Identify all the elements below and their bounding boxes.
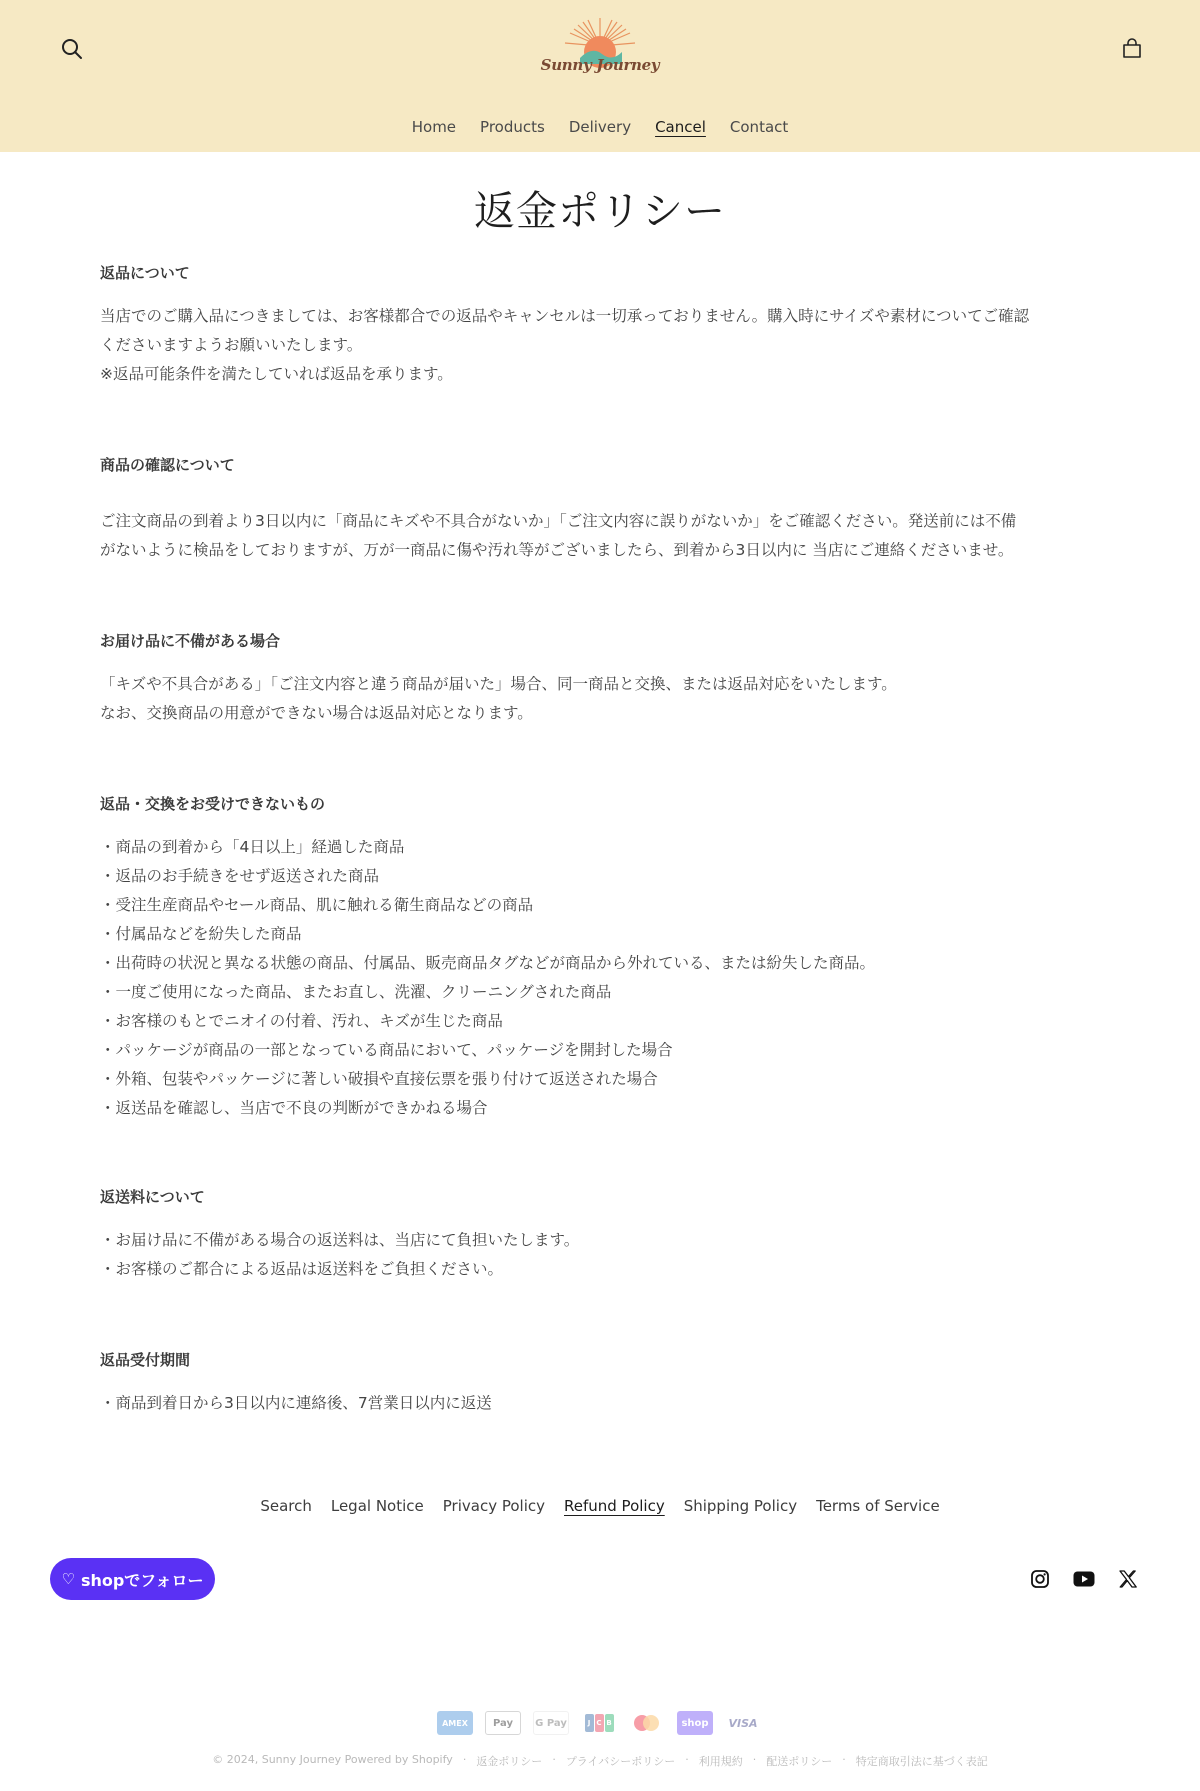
body-line: 当店でのご購入品につきましては、お客様都合での返品やキャンセルは一切承っておりません。購入時にサイズや素材についてご確認 [100, 307, 1030, 325]
list-item: ・返送品を確認し、当店で不良の判断ができかねる場合 [100, 1099, 488, 1117]
section-heading: お届け品に不備がある場合 [100, 632, 281, 650]
section-heading: 返品・交換をお受けできないもの [100, 795, 326, 813]
section-body [100, 1226, 1100, 1284]
list-item: ・パッケージが商品の一部となっている商品において、パッケージを開封した場合 [100, 1041, 673, 1059]
cart-icon[interactable] [1112, 29, 1152, 69]
separator: · [752, 1753, 757, 1766]
section-heading: 商品の確認について [100, 456, 235, 474]
list-item: ・お客様のご都合による返品は返送料をご負担ください。 [100, 1260, 504, 1278]
list-item: ・出荷時の状況と異なる状態の商品、付属品、販売商品タグなどが商品から外れている、または紛失した商品。 [100, 954, 876, 972]
site-logo[interactable] [540, 16, 660, 86]
copyright-text: © 2024, Sunny Journey Powered by Shopify [212, 1753, 453, 1766]
jcb-payment-icon: J C B [581, 1711, 617, 1735]
footer-copyright [0, 1753, 1200, 1769]
policy-link-privacy[interactable]: プライバシーポリシー [565, 1755, 676, 1768]
instagram-icon[interactable] [1025, 1564, 1055, 1594]
footer-link-search[interactable]: Search [260, 1497, 312, 1515]
section-body [100, 833, 1100, 1123]
body-line: がないように検品をしておりますが、万が一商品に傷や汚れ等がございましたら、到着から3日以内に 当店にご連絡くださいませ。 [100, 541, 1014, 559]
separator: · [685, 1753, 689, 1766]
nav-contact[interactable]: Contact [729, 118, 789, 136]
nav-home[interactable]: Home [411, 118, 457, 136]
main-nav [0, 118, 1200, 136]
policy-link-shipping[interactable]: 配送ポリシー [766, 1755, 833, 1768]
footer-link-legal-notice[interactable]: Legal Notice [330, 1497, 424, 1515]
policy-link-terms[interactable]: 利用規約 [698, 1755, 743, 1768]
shop-pay-payment-icon: shop [677, 1711, 713, 1735]
body-line: くださいますようお願いいたします。 [100, 336, 363, 354]
footer-link-shipping-policy[interactable]: Shipping Policy [683, 1497, 798, 1515]
list-item: ・外箱、包装やパッケージに著しい破損や直接伝票を張り付けて返送された場合 [100, 1070, 658, 1088]
logo-text: Sunny Journey [540, 56, 660, 74]
shop-follow-button[interactable] [50, 1558, 215, 1600]
nav-cancel[interactable]: Cancel [655, 118, 706, 136]
separator: · [552, 1753, 556, 1766]
nav-products[interactable]: Products [480, 118, 545, 136]
list-item: ・一度ご使用になった商品、またお直し、洗濯、クリーニングされた商品 [100, 983, 612, 1001]
footer-link-terms-of-service[interactable]: Terms of Service [816, 1497, 940, 1515]
list-item: ・商品到着日から3日以内に連絡後、7営業日以内に返送 [100, 1394, 492, 1412]
nav-delivery[interactable]: Delivery [568, 118, 632, 136]
amex-payment-icon: AMEX [437, 1711, 473, 1735]
apple-pay-payment-icon: Pay [485, 1711, 521, 1735]
heart-icon: ♡ [61, 1569, 75, 1588]
section-body [100, 507, 1100, 565]
footer-link-privacy-policy[interactable]: Privacy Policy [442, 1497, 545, 1515]
youtube-icon[interactable] [1069, 1564, 1099, 1594]
list-item: ・付属品などを紛失した商品 [100, 925, 302, 943]
list-item: ・お客様のもとでニオイの付着、汚れ、キズが生じた商品 [100, 1012, 503, 1030]
section-body [100, 302, 1100, 389]
body-line: 「キズや不具合がある」「ご注文内容と違う商品が届いた」場合、同一商品と交換、または返品対応をいたします。 [100, 675, 897, 693]
body-line: ※返品可能条件を満たしていれば返品を承ります。 [100, 365, 453, 383]
separator: · [462, 1753, 467, 1766]
body-line: ご注文商品の到着より3日以内に「商品にキズや不具合がないか」「ご注文内容に誤りがないか」をご確認ください。発送前には不備 [100, 512, 1017, 530]
body-line: なお、交換商品の用意ができない場合は返品対応となります。 [100, 704, 533, 722]
visa-payment-icon: VISA [725, 1711, 761, 1735]
shop-follow-label: shopでフォロー [80, 1570, 204, 1590]
search-icon[interactable] [52, 29, 92, 69]
section-heading: 返品受付期間 [100, 1351, 191, 1369]
payment-methods [437, 1711, 761, 1735]
list-item: ・受注生産商品やセール商品、肌に触れる衛生商品などの商品 [100, 896, 534, 914]
site-header [0, 0, 1200, 152]
section-heading: 返送料について [100, 1188, 205, 1206]
x-icon[interactable] [1113, 1564, 1143, 1594]
separator: · [842, 1753, 846, 1766]
footer-link-refund-policy[interactable]: Refund Policy [564, 1497, 665, 1515]
policy-link-legal[interactable]: 特定商取引法に基づく表記 [855, 1755, 988, 1768]
section-body [100, 1389, 1100, 1418]
list-item: ・商品の到着から「4日以上」経過した商品 [100, 838, 405, 856]
section-body [100, 670, 1100, 728]
google-pay-payment-icon: G Pay [533, 1711, 569, 1735]
footer-nav [0, 1497, 1200, 1515]
mastercard-payment-icon [629, 1711, 665, 1735]
policy-link-refund[interactable]: 返金ポリシー [476, 1755, 543, 1768]
section-heading: 返品について [100, 264, 190, 282]
list-item: ・返品のお手続きをせず返送された商品 [100, 867, 380, 885]
list-item: ・お届け品に不備がある場合の返送料は、当店にて負担いたします。 [100, 1231, 580, 1249]
page-title: 返金ポリシー [474, 187, 726, 235]
